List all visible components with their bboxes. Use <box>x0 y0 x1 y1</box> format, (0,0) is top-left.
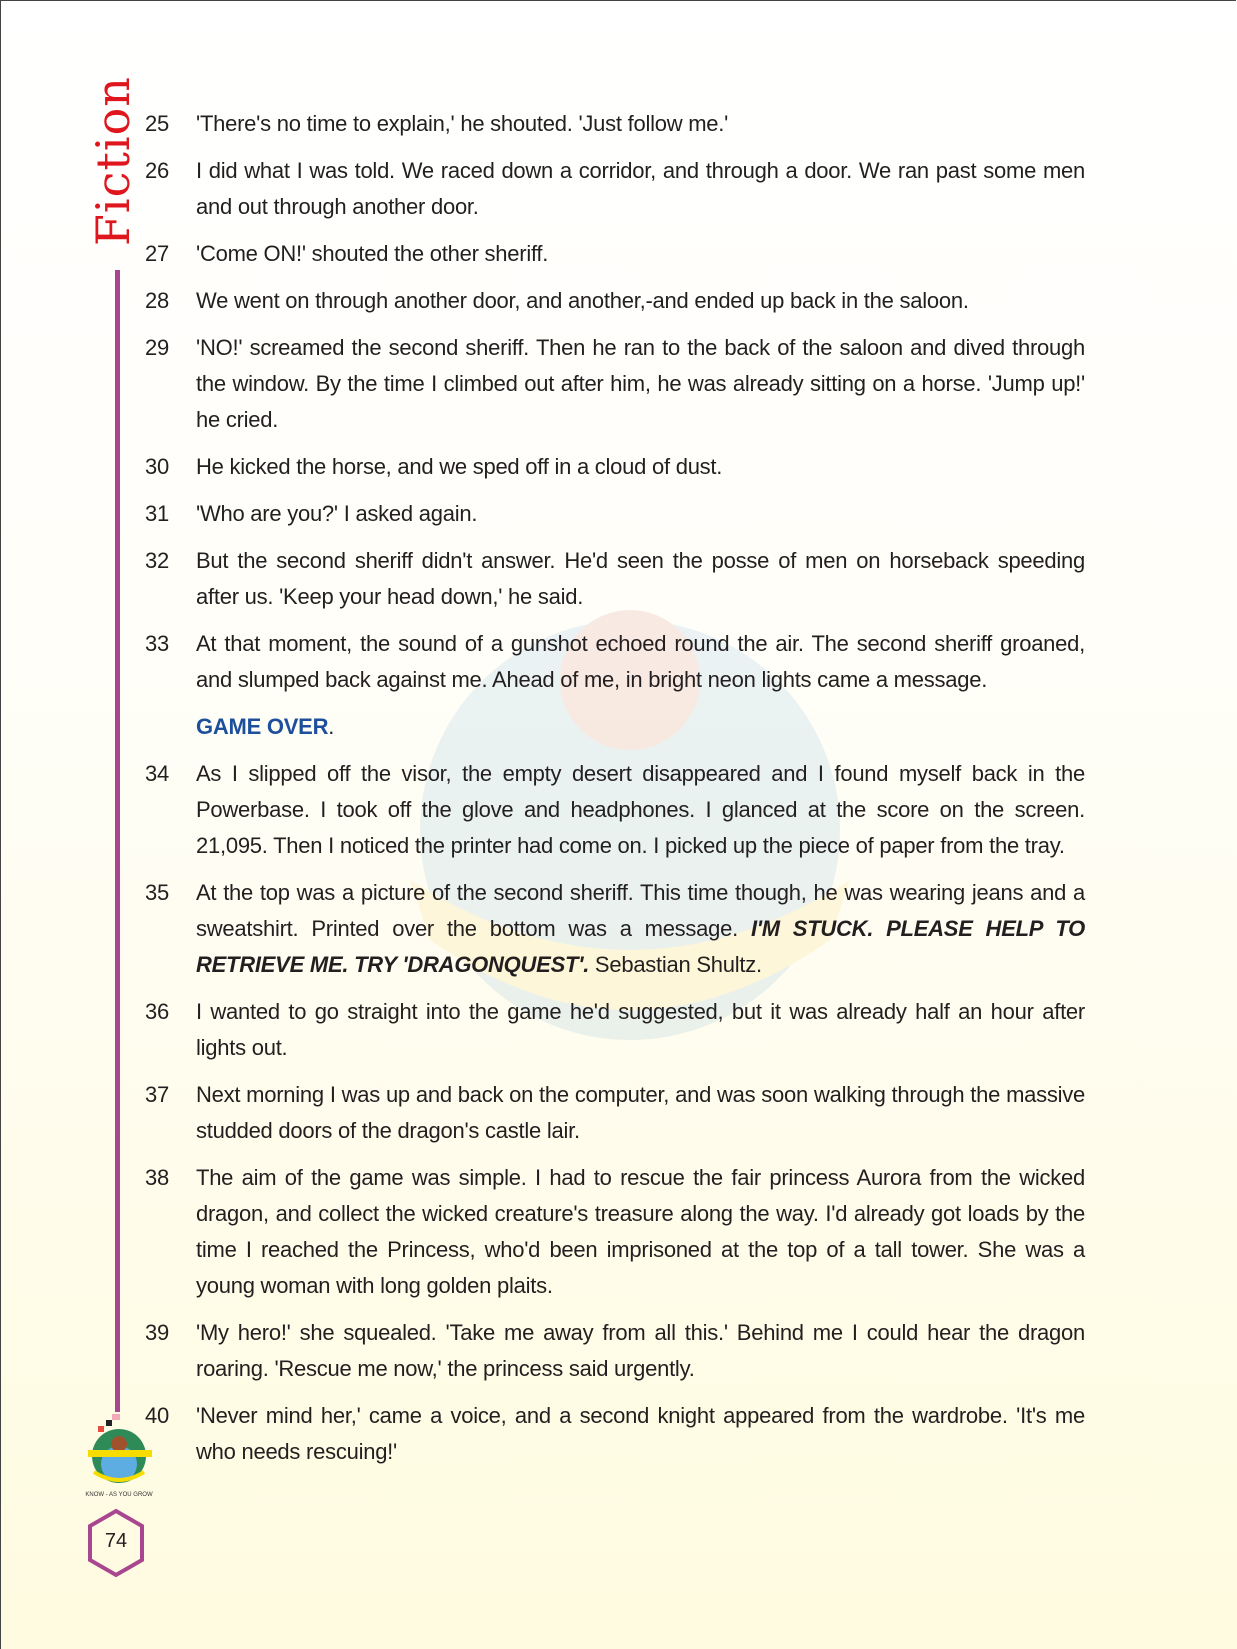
paragraph-text: . <box>328 714 335 739</box>
paragraph-text: Sebastian Shultz. <box>589 952 762 977</box>
paragraph-39 <box>145 1315 1085 1387</box>
section-title-fiction: Fiction <box>86 76 140 246</box>
paragraph-number: 33 <box>145 631 169 656</box>
side-divider-line <box>115 270 120 1412</box>
paragraph-text: He kicked the horse, and we sped off in a cloud of dust. <box>196 454 723 479</box>
cbse-logo-icon <box>84 1414 154 1498</box>
paragraph-35 <box>145 875 1085 983</box>
paragraph-28 <box>145 283 1085 319</box>
paragraph-34 <box>145 756 1085 864</box>
paragraph-30 <box>145 449 1085 485</box>
game-over-text: GAME OVER <box>196 714 329 739</box>
paragraph-number: 36 <box>145 999 169 1024</box>
paragraph-33 <box>145 626 1085 698</box>
paragraph-text: 'Who are you?' I asked again. <box>196 501 478 526</box>
paragraph-text: I wanted to go straight into the game he'd suggested, but it was already half an hour after lights out. <box>196 999 1085 1060</box>
paragraph-text: 'There's no time to explain,' he shouted. 'Just follow me.' <box>196 111 729 136</box>
paragraph-text: As I slipped off the visor, the empty desert disappeared and I found myself back in the Powerbase. I took off the glove and headphones. I glanced at the score on the screen. 21,095. Then I noticed the printer had come on. I picked up the piece of paper from the tray. <box>196 761 1085 858</box>
paragraph-text: I did what I was told. We raced down a corridor, and through a door. We ran past some men and out through another door. <box>196 158 1085 219</box>
paragraph-text: But the second sheriff didn't answer. He'd seen the posse of men on horseback speeding after us. 'Keep your head down,' he said. <box>196 548 1085 609</box>
paragraph-text: At the top was a picture of the second sheriff. This time though, he was wearing jeans and a sweatshirt. Printed over the bottom was a message. <box>196 880 1085 941</box>
paragraph-38 <box>145 1160 1085 1304</box>
story-text <box>145 106 1085 1481</box>
paragraph-text: Next morning I was up and back on the computer, and was soon walking through the massive studded doors of the dragon's castle lair. <box>196 1082 1085 1143</box>
paragraph-37 <box>145 1077 1085 1149</box>
paragraph-31 <box>145 496 1085 532</box>
paragraph-number: 40 <box>145 1403 169 1428</box>
paragraph-40 <box>145 1398 1085 1470</box>
paragraph-text: 'Never mind her,' came a voice, and a second knight appeared from the wardrobe. 'It's me who needs rescuing!' <box>196 1403 1085 1464</box>
paragraph-32 <box>145 543 1085 615</box>
paragraph-25 <box>145 106 1085 142</box>
paragraph-text: 'NO!' screamed the second sheriff. Then he ran to the back of the saloon and dived through the window. By the time I climbed out after him, he was already sitting on a horse. 'Jump up!' he cried. <box>196 335 1085 432</box>
paragraph-number: 34 <box>145 761 169 786</box>
paragraph-36 <box>145 994 1085 1066</box>
paragraph-text: The aim of the game was simple. I had to rescue the fair princess Aurora from the wicked dragon, and collect the wicked creature's treasure along the way. I'd already got loads by the time I reached the Princess, who'd been imprisoned at the top of a tall tower. She was a young woman with long golden plaits. <box>196 1165 1085 1298</box>
paragraph-number: 32 <box>145 548 169 573</box>
paragraph-26 <box>145 153 1085 225</box>
paragraph-number: 27 <box>145 241 169 266</box>
paragraph-number: 29 <box>145 335 169 360</box>
paragraph-text: 'Come ON!' shouted the other sheriff. <box>196 241 549 266</box>
paragraph-number: 35 <box>145 880 169 905</box>
paragraph-number: 31 <box>145 501 169 526</box>
paragraph-27 <box>145 236 1085 272</box>
emphasized-message: I'M STUCK. PLEASE HELP TO RETRIEVE ME. TRY 'DRAGONQUEST'. <box>196 916 1086 977</box>
paragraph-text: We went on through another door, and another,-and ended up back in the saloon. <box>196 288 969 313</box>
paragraph-text: 'My hero!' she squealed. 'Take me away from all this.' Behind me I could hear the dragon roaring. 'Rescue me now,' the princess said urgently. <box>196 1320 1085 1381</box>
paragraph-number: 28 <box>145 288 169 313</box>
paragraph-number: 39 <box>145 1320 169 1345</box>
paragraph-number: 25 <box>145 111 169 136</box>
game-over-line <box>145 709 1085 745</box>
paragraph-29 <box>145 330 1085 438</box>
paragraph-number: 38 <box>145 1165 169 1190</box>
page-number: 74 <box>104 1530 128 1552</box>
paragraph-number: 37 <box>145 1082 169 1107</box>
svg-text:KNOW - AS YOU GROW: KNOW - AS YOU GROW <box>85 1492 153 1498</box>
paragraph-number: 30 <box>145 454 169 479</box>
paragraph-text: At that moment, the sound of a gunshot echoed round the air. The second sheriff groaned, and slumped back against me. Ahead of me, in bright neon lights came a message. <box>196 631 1085 692</box>
paragraph-number: 26 <box>145 158 169 183</box>
